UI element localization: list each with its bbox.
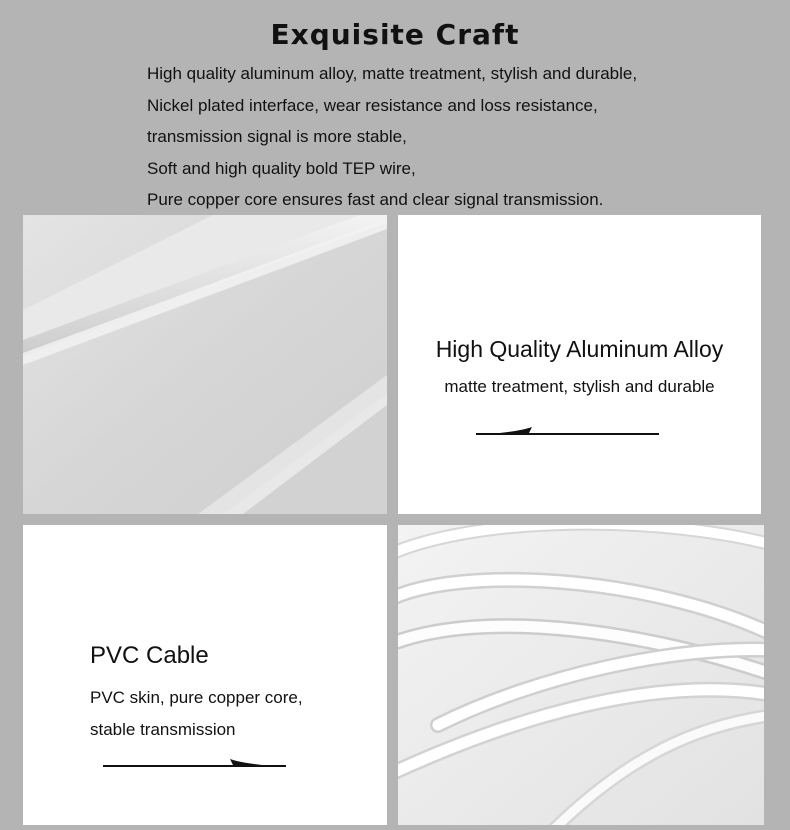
cable-line: stable transmission xyxy=(90,719,236,739)
coiled-cable-image xyxy=(398,525,764,825)
arrow-left-icon xyxy=(476,427,662,439)
cable-title: PVC Cable xyxy=(90,642,209,669)
intro-line: Soft and high quality bold TEP wire, xyxy=(147,158,416,178)
aluminum-photo xyxy=(23,215,387,514)
cable-description xyxy=(90,682,303,745)
aluminum-title: High Quality Aluminum Alloy xyxy=(435,336,724,362)
page-title: Exquisite Craft xyxy=(270,18,520,51)
cable-card xyxy=(23,525,387,825)
cable-line: PVC skin, pure copper core, xyxy=(90,688,303,707)
aluminum-texture-image xyxy=(23,215,387,514)
arrow-right-icon xyxy=(103,759,289,771)
intro-line: transmission signal is more stable, xyxy=(147,127,407,146)
cable-photo xyxy=(398,525,764,825)
intro-text xyxy=(147,58,767,216)
intro-line: High quality aluminum alloy, matte treatment, stylish and durable, xyxy=(147,64,638,83)
intro-line: Pure copper core ensures fast and clear signal transmission. xyxy=(147,190,604,209)
aluminum-subtitle: matte treatment, stylish and durable xyxy=(444,377,715,396)
aluminum-card xyxy=(398,215,761,514)
intro-line: Nickel plated interface, wear resistance and loss resistance, xyxy=(147,95,598,115)
